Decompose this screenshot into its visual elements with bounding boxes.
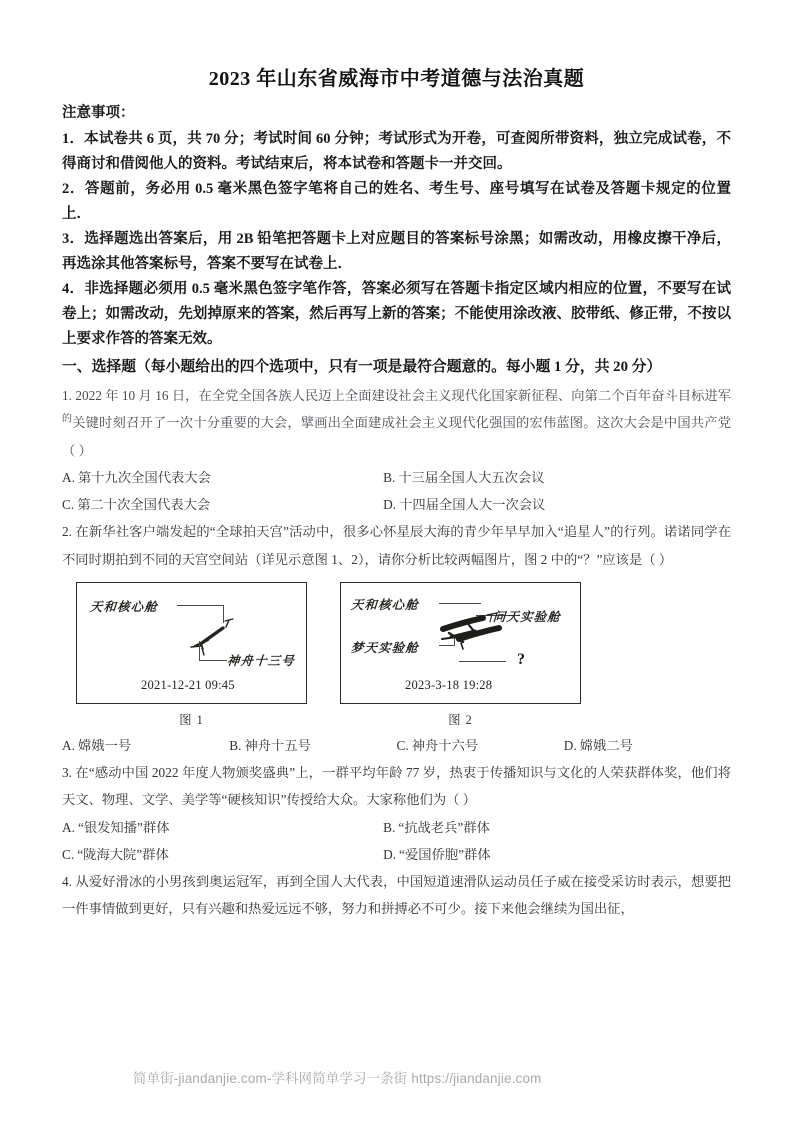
question-3-option-c[interactable] <box>62 841 383 868</box>
option-text: 第十九次全国代表大会 <box>77 469 211 485</box>
option-mark: D. <box>383 497 397 513</box>
option-text: 嫦娥二号 <box>579 737 633 753</box>
figure-2-leader-line-h4 <box>459 661 506 662</box>
figure-2-unknown-mark: ? <box>517 650 525 668</box>
question-1-stem-superscript: 的 <box>62 413 73 425</box>
figure-2-label-mengtian: 梦天实验舱 <box>350 640 420 655</box>
option-text: 嫦娥一号 <box>77 737 132 753</box>
figure-1-wrapper <box>76 582 307 728</box>
figure-2-datetime: 2023-3-18 19:28 <box>405 677 493 692</box>
figure-2 <box>340 582 581 704</box>
footer-watermark: 简单街-jiandanjie.com-学科网简单学习一条街 https://jiandanjie.com <box>133 1071 542 1086</box>
question-1-stem-part1: 1. 2022 年 10 月 16 日，在全党全国各族人民迈上全面建设社会主义现代化国家新征程、向第二个百年奋斗目标进军 <box>62 388 731 404</box>
option-mark: D. <box>563 737 577 753</box>
question-3-options-row-2 <box>62 841 731 868</box>
question-3-option-b[interactable] <box>383 814 718 841</box>
figure-2-wrapper <box>340 582 581 728</box>
option-mark: A. <box>62 819 75 835</box>
question-1-option-b[interactable] <box>383 464 718 491</box>
question-1-stem-part2: 关键时刻召开了一次十分重要的大会，擘画出全面建成社会主义现代化强国的宏伟蓝图。这次大会是中国共产党（ ） <box>62 415 732 458</box>
notice-item-3: 3．选择题选出答案后，用 2B 铅笔把答题卡上对应题目的答案标号涂黑；如需改动，用橡皮擦干净后，再选涂其他答案标号，答案不要写在试卷上． <box>62 231 731 273</box>
figure-2-station-sketch <box>439 609 515 655</box>
question-4 <box>62 868 731 923</box>
option-text: 第二十次全国代表大会 <box>77 497 211 513</box>
figure-1-leader-line-h2 <box>199 660 227 661</box>
question-1-option-a[interactable] <box>62 464 383 491</box>
question-1-option-d[interactable] <box>383 491 718 518</box>
option-mark: A. <box>62 737 75 753</box>
question-2-option-b[interactable] <box>229 732 396 759</box>
figure-1 <box>76 582 307 704</box>
question-1-options-row-1 <box>62 464 731 491</box>
question-1-option-c[interactable] <box>62 491 383 518</box>
figure-2-leader-line-h1 <box>439 603 481 604</box>
option-text: 十三届全国人大五次会议 <box>398 469 545 485</box>
question-2-option-a[interactable] <box>62 732 229 759</box>
question-2-figures <box>62 582 731 728</box>
option-text: “爱国侨胞”群体 <box>399 846 491 862</box>
question-1-stem <box>62 382 731 464</box>
figure-1-leader-line-h1 <box>177 605 224 606</box>
option-text: “陇海大院”群体 <box>77 846 169 862</box>
figure-2-label-wentian: 问天实验舱 <box>492 609 562 624</box>
notice-item-4: 4．非选择题必须用 0.5 毫米黑色签字笔作答，答案必须写在答题卡指定区域内相应的位置，不要写在试卷上；如需改动，先划掉原来的答案，然后再写上新的答案；不能使用涂改液、胶带纸、修正带，不按以上要求作答的答案无效。 <box>62 281 731 347</box>
question-3 <box>62 759 731 868</box>
option-mark: C. <box>62 846 75 862</box>
option-text: 神舟十六号 <box>411 737 479 753</box>
question-3-option-a[interactable] <box>62 814 383 841</box>
question-2-option-d[interactable] <box>564 732 731 759</box>
section-heading-choice: 一、选择题（每小题给出的四个选项中，只有一项是最符合题意的。每小题 1 分，共 20 分） <box>62 358 662 375</box>
question-3-options-row-1 <box>62 814 731 841</box>
option-mark: B. <box>229 737 242 753</box>
question-3-stem: 3. 在“感动中国 2022 年度人物颁奖盛典”上，一群平均年龄 77 岁，热衷于传播知识与文化的人荣获群体奖，他们将天文、物理、文学、美学等“硬核知识”传授给大众。大家称他们为（ ） <box>62 765 731 808</box>
figure-1-leader-line-v2 <box>199 641 200 661</box>
figure-2-caption: 图 2 <box>448 712 473 727</box>
option-text: “银发知播”群体 <box>77 819 170 835</box>
notice-item-1: 1．本试卷共 6 页，共 70 分；考试时间 60 分钟；考试形式为开卷，可查阅所带资料，独立完成试卷，不得商讨和借阅他人的资料。考试结束后，将本试卷和答题卡一并交回。 <box>62 131 731 173</box>
question-2-options-row <box>62 732 731 759</box>
figure-1-datetime: 2021-12-21 09:45 <box>141 677 235 692</box>
figure-1-label-tianhe: 天和核心舱 <box>89 599 159 614</box>
figure-2-label-tianhe: 天和核心舱 <box>350 597 420 612</box>
question-1 <box>62 382 731 518</box>
notice-heading: 注意事项： <box>62 105 135 121</box>
figure-1-caption: 图 1 <box>179 712 204 727</box>
option-mark: A. <box>62 469 75 485</box>
option-text: 十四届全国人大一次会议 <box>399 497 546 513</box>
question-2-stem: 2. 在新华社客户端发起的“全球拍天宫”活动中，很多心怀星辰大海的青少年早早加入“追星人”的行列。诺诺同学在不同时期拍到不同的天宫空间站（详见示意图 1、2），请你分析比较两幅图片，图 2 中的“？”应该是（ ） <box>62 524 731 567</box>
option-mark: C. <box>396 737 409 753</box>
option-text: “抗战老兵”群体 <box>398 819 490 835</box>
option-mark: D. <box>383 846 397 862</box>
question-2 <box>62 518 731 759</box>
question-1-options-row-2 <box>62 491 731 518</box>
option-mark: B. <box>383 819 396 835</box>
figure-1-label-shenzhou13: 神舟十三号 <box>226 653 296 668</box>
option-mark: C. <box>62 497 75 513</box>
question-2-option-c[interactable] <box>397 732 564 759</box>
option-text: 神舟十五号 <box>244 737 311 753</box>
question-3-option-d[interactable] <box>383 841 718 868</box>
notice-item-2: 2．答题前，务必用 0.5 毫米黑色签字笔将自己的姓名、考生号、座号填写在试卷及答题卡规定的位置上． <box>62 181 731 223</box>
question-4-stem: 4. 从爱好滑冰的小男孩到奥运冠军，再到全国人大代表，中国短道速滑队运动员任子威在接受采访时表示，想要把一件事情做到更好，只有兴趣和热爱远远不够，努力和拼搏必不可少。接下来他会继续为国出征， <box>62 874 731 917</box>
page-title: 2023 年山东省威海市中考道德与法治真题 <box>208 68 585 90</box>
option-mark: B. <box>383 469 396 485</box>
